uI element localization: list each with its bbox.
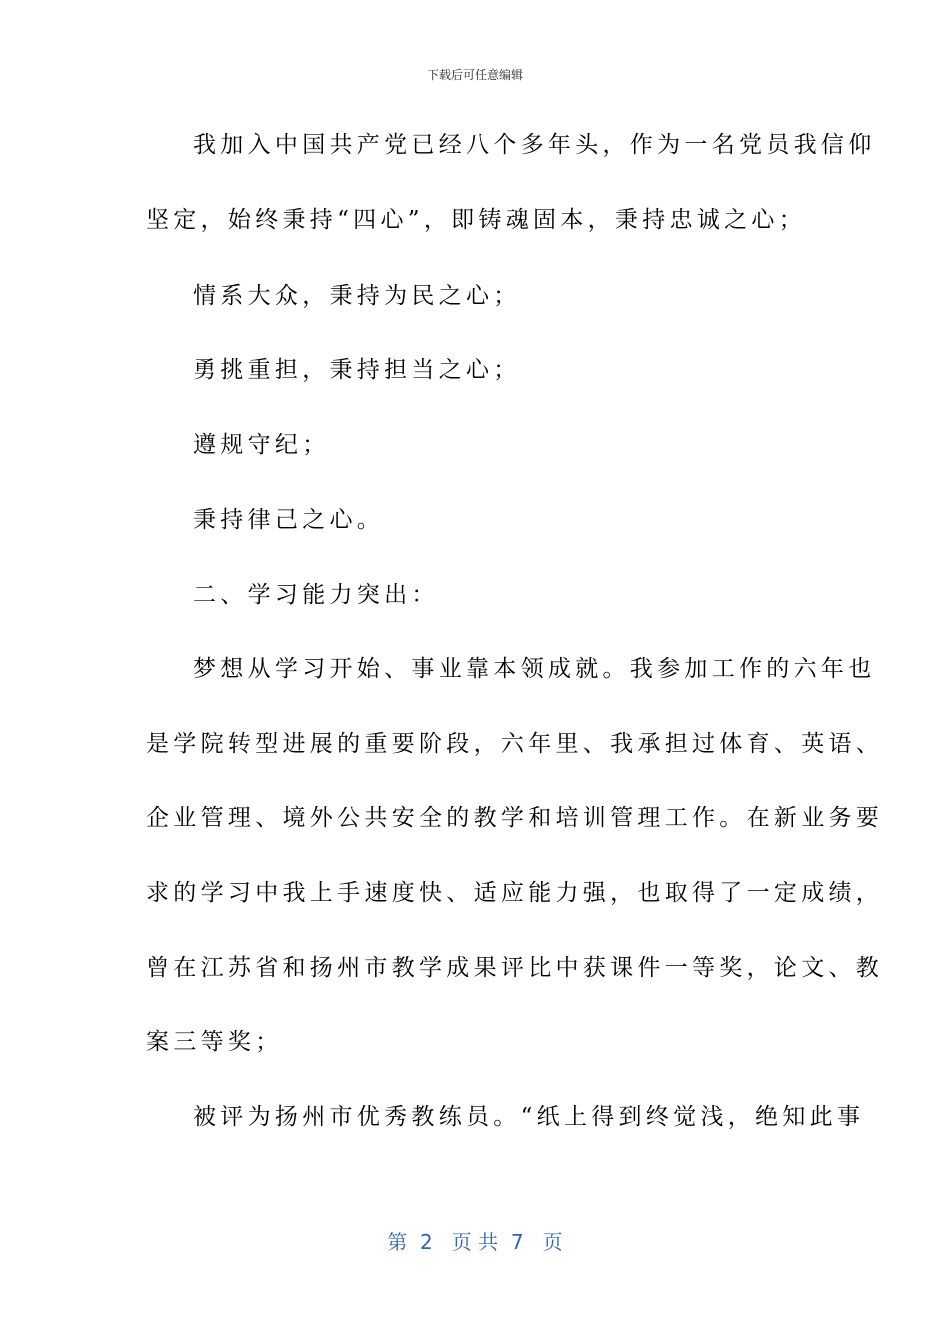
page-header: 下载后可任意编辑 [426, 68, 523, 82]
paragraph-line: 是学院转型进展的重要阶段，六年里、我承担过体育、英语、 [146, 731, 884, 757]
paragraph-line: 情系大众，秉持为民之心； [193, 283, 521, 309]
paragraph-line: 案三等奖； [146, 1029, 283, 1055]
page-number: 第 2 页 共 7 页 [387, 1230, 563, 1254]
paragraph-line: 曾在江苏省和扬州市教学成果评比中获课件一等奖，论文、教 [146, 955, 884, 981]
paragraph-line: 秉持律己之心。 [193, 507, 385, 533]
paragraph-line: 遵规守纪； [193, 432, 330, 458]
paragraph-line: 梦想从学习开始、事业靠本领成就。我参加工作的六年也 [193, 656, 876, 682]
paragraph-line: 被评为扬州市优秀教练员。“纸上得到终觉浅，绝知此事 [193, 1104, 865, 1130]
section-heading: 二、学习能力突出： [193, 582, 439, 608]
paragraph-line: 勇挑重担，秉持担当之心； [193, 357, 521, 383]
paragraph-line: 我加入中国共产党已经八个多年头，作为一名党员我信仰 [193, 132, 876, 158]
paragraph-line: 企业管理、境外公共安全的教学和培训管理工作。在新业务要 [146, 805, 884, 831]
paragraph-line: 求的学习中我上手速度快、适应能力强，也取得了一定成绩， [146, 880, 884, 906]
paragraph-line: 坚定，始终秉持“四心”，即铸魂固本，秉持忠诚之心； [146, 207, 807, 233]
